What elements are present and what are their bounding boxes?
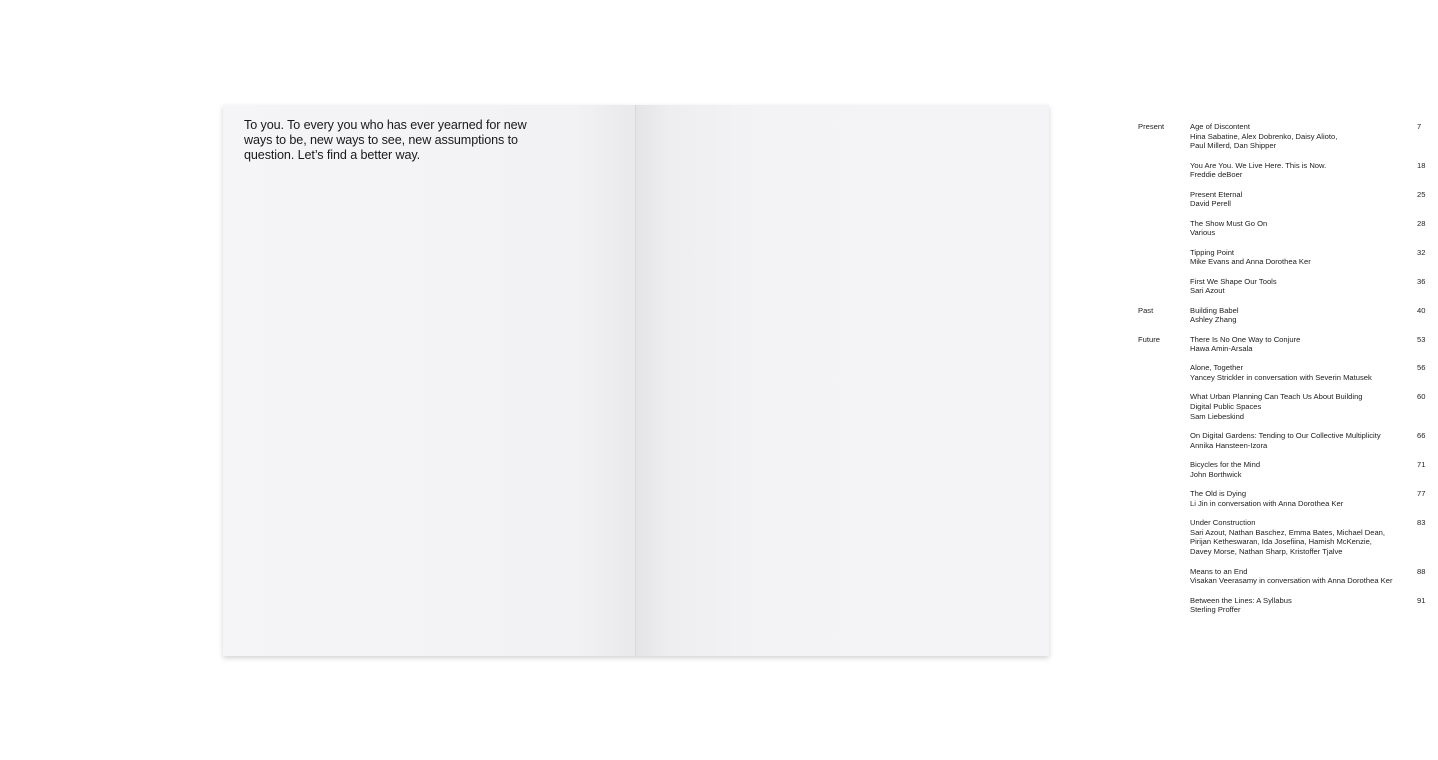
toc-entry-title: Bicycles for the Mind bbox=[1190, 460, 1261, 470]
toc-entry bbox=[1138, 596, 1438, 615]
toc-entry-title: Between the Lines: A Syllabus bbox=[1190, 595, 1292, 605]
toc-entry-title: On Digital Gardens: Tending to Our Collective Multiplicity bbox=[1190, 431, 1381, 441]
toc-entry-title: The Old is Dying bbox=[1190, 489, 1247, 499]
toc-entry-author: Freddie deBoer bbox=[1190, 170, 1243, 180]
left-page bbox=[223, 105, 636, 656]
toc-entry-title: Present Eternal bbox=[1190, 189, 1243, 199]
toc-entry-body bbox=[1190, 431, 1410, 450]
toc-entry-body bbox=[1190, 489, 1410, 508]
right-page bbox=[636, 105, 1426, 656]
toc-entry bbox=[1138, 460, 1438, 479]
toc-entry-page-number: 66 bbox=[1417, 431, 1426, 441]
toc-entry-body bbox=[1190, 190, 1410, 209]
toc-entry bbox=[1138, 363, 1438, 382]
toc-entry-title: Building Babel bbox=[1190, 305, 1239, 315]
toc-entry-author: Various bbox=[1190, 228, 1216, 238]
toc-entry-author: Sari Azout, Nathan Baschez, Emma Bates, Michael Dean, Pirijan Ketheswaran, Ida Josefiina, Hamish McKenzie, Davey Morse, Nathan Sharp, Kristoffer Tjalve bbox=[1190, 527, 1386, 557]
toc-entry-page-number: 83 bbox=[1417, 518, 1426, 528]
toc-entry bbox=[1138, 392, 1438, 421]
toc-entry-title: Alone, Together bbox=[1190, 363, 1244, 373]
book-spread bbox=[223, 105, 1426, 656]
toc-entry-body bbox=[1190, 335, 1410, 354]
toc-entry-body bbox=[1190, 248, 1410, 267]
toc-entry-title: Tipping Point bbox=[1190, 247, 1235, 257]
toc-entry-title: Under Construction bbox=[1190, 518, 1256, 528]
toc-entry-author: Sari Azout bbox=[1190, 286, 1225, 296]
toc-entry-author: Ashley Zhang bbox=[1190, 315, 1237, 325]
toc-entry-body bbox=[1190, 161, 1410, 180]
toc-entry-body bbox=[1190, 567, 1410, 586]
dedication-text: To you. To every you who has ever yearned for new ways to be, new ways to see, new assumptions to question. Let’s find a better way. bbox=[244, 118, 527, 162]
toc-entry-title: Age of Discontent bbox=[1190, 122, 1250, 131]
toc-entry-author: Hawa Amin-Arsala bbox=[1190, 344, 1253, 354]
toc-entry-page-number: 88 bbox=[1417, 566, 1426, 576]
toc-entry-author: Sterling Proffer bbox=[1190, 605, 1241, 615]
toc-entry-page-number: 28 bbox=[1417, 218, 1426, 228]
toc-entry-page-number: 25 bbox=[1417, 189, 1426, 199]
toc-entry-author: Li Jin in conversation with Anna Dorothea Ker bbox=[1190, 498, 1344, 508]
toc-entry bbox=[1138, 248, 1438, 267]
toc-entry-title: Means to an End bbox=[1190, 566, 1248, 576]
toc-entry-title: There Is No One Way to Conjure bbox=[1190, 334, 1301, 344]
toc-entry bbox=[1138, 431, 1438, 450]
toc-entry-body bbox=[1190, 518, 1410, 557]
toc-entry bbox=[1138, 277, 1438, 296]
table-of-contents bbox=[1138, 122, 1438, 625]
toc-section-label: Present bbox=[1138, 122, 1165, 131]
toc-entry-page-number: 77 bbox=[1417, 489, 1426, 499]
toc-entry-page-number: 40 bbox=[1417, 305, 1426, 315]
toc-entry bbox=[1138, 306, 1438, 325]
toc-entry-body bbox=[1190, 306, 1410, 325]
toc-entry-page-number: 91 bbox=[1417, 595, 1426, 605]
toc-entry-title: You Are You. We Live Here. This is Now. bbox=[1190, 160, 1327, 170]
toc-entry-title: First We Shape Our Tools bbox=[1190, 276, 1277, 286]
toc-entry bbox=[1138, 219, 1438, 238]
toc-section-label: Future bbox=[1138, 334, 1160, 344]
toc-entry-author: Visakan Veerasamy in conversation with Anna Dorothea Ker bbox=[1190, 576, 1393, 586]
toc-entry-author: Yancey Strickler in conversation with Severin Matusek bbox=[1190, 373, 1372, 383]
toc-entry-author: John Borthwick bbox=[1190, 469, 1242, 479]
toc-entry-title: What Urban Planning Can Teach Us About Building Digital Public Spaces bbox=[1190, 392, 1363, 412]
toc-entry-author: Hina Sabatine, Alex Dobrenko, Daisy Alioto, Paul Millerd, Dan Shipper bbox=[1190, 131, 1338, 151]
toc-entry bbox=[1138, 335, 1438, 354]
toc-entry-body bbox=[1190, 363, 1410, 382]
toc-entry-body bbox=[1190, 596, 1410, 615]
toc-entry-title: The Show Must Go On bbox=[1190, 218, 1268, 228]
toc-entry bbox=[1138, 518, 1438, 557]
toc-entry-author: Mike Evans and Anna Dorothea Ker bbox=[1190, 257, 1311, 267]
toc-entry-page-number: 56 bbox=[1417, 363, 1426, 373]
toc-entry bbox=[1138, 190, 1438, 209]
toc-entry-body bbox=[1190, 392, 1410, 421]
toc-section-label: Past bbox=[1138, 305, 1154, 315]
toc-entry-page-number: 7 bbox=[1417, 122, 1422, 131]
toc-entry-page-number: 32 bbox=[1417, 247, 1426, 257]
toc-entry-page-number: 53 bbox=[1417, 334, 1426, 344]
toc-entry-body bbox=[1190, 460, 1410, 479]
toc-entry bbox=[1138, 567, 1438, 586]
toc-entry-page-number: 60 bbox=[1417, 392, 1426, 402]
toc-entry-author: Annika Hansteen-Izora bbox=[1190, 440, 1268, 450]
toc-entry-author: David Perell bbox=[1190, 199, 1231, 209]
toc-entry-page-number: 36 bbox=[1417, 276, 1426, 286]
toc-entry-body bbox=[1190, 122, 1410, 151]
toc-entry bbox=[1138, 161, 1438, 180]
toc-entry-page-number: 71 bbox=[1417, 460, 1426, 470]
toc-entry-body bbox=[1190, 277, 1410, 296]
toc-entry-body bbox=[1190, 219, 1410, 238]
toc-entry-page-number: 18 bbox=[1417, 160, 1426, 170]
toc-entry bbox=[1138, 489, 1438, 508]
toc-entry-author: Sam Liebeskind bbox=[1190, 411, 1245, 421]
book-gutter bbox=[635, 105, 636, 656]
toc-entry bbox=[1138, 122, 1438, 151]
